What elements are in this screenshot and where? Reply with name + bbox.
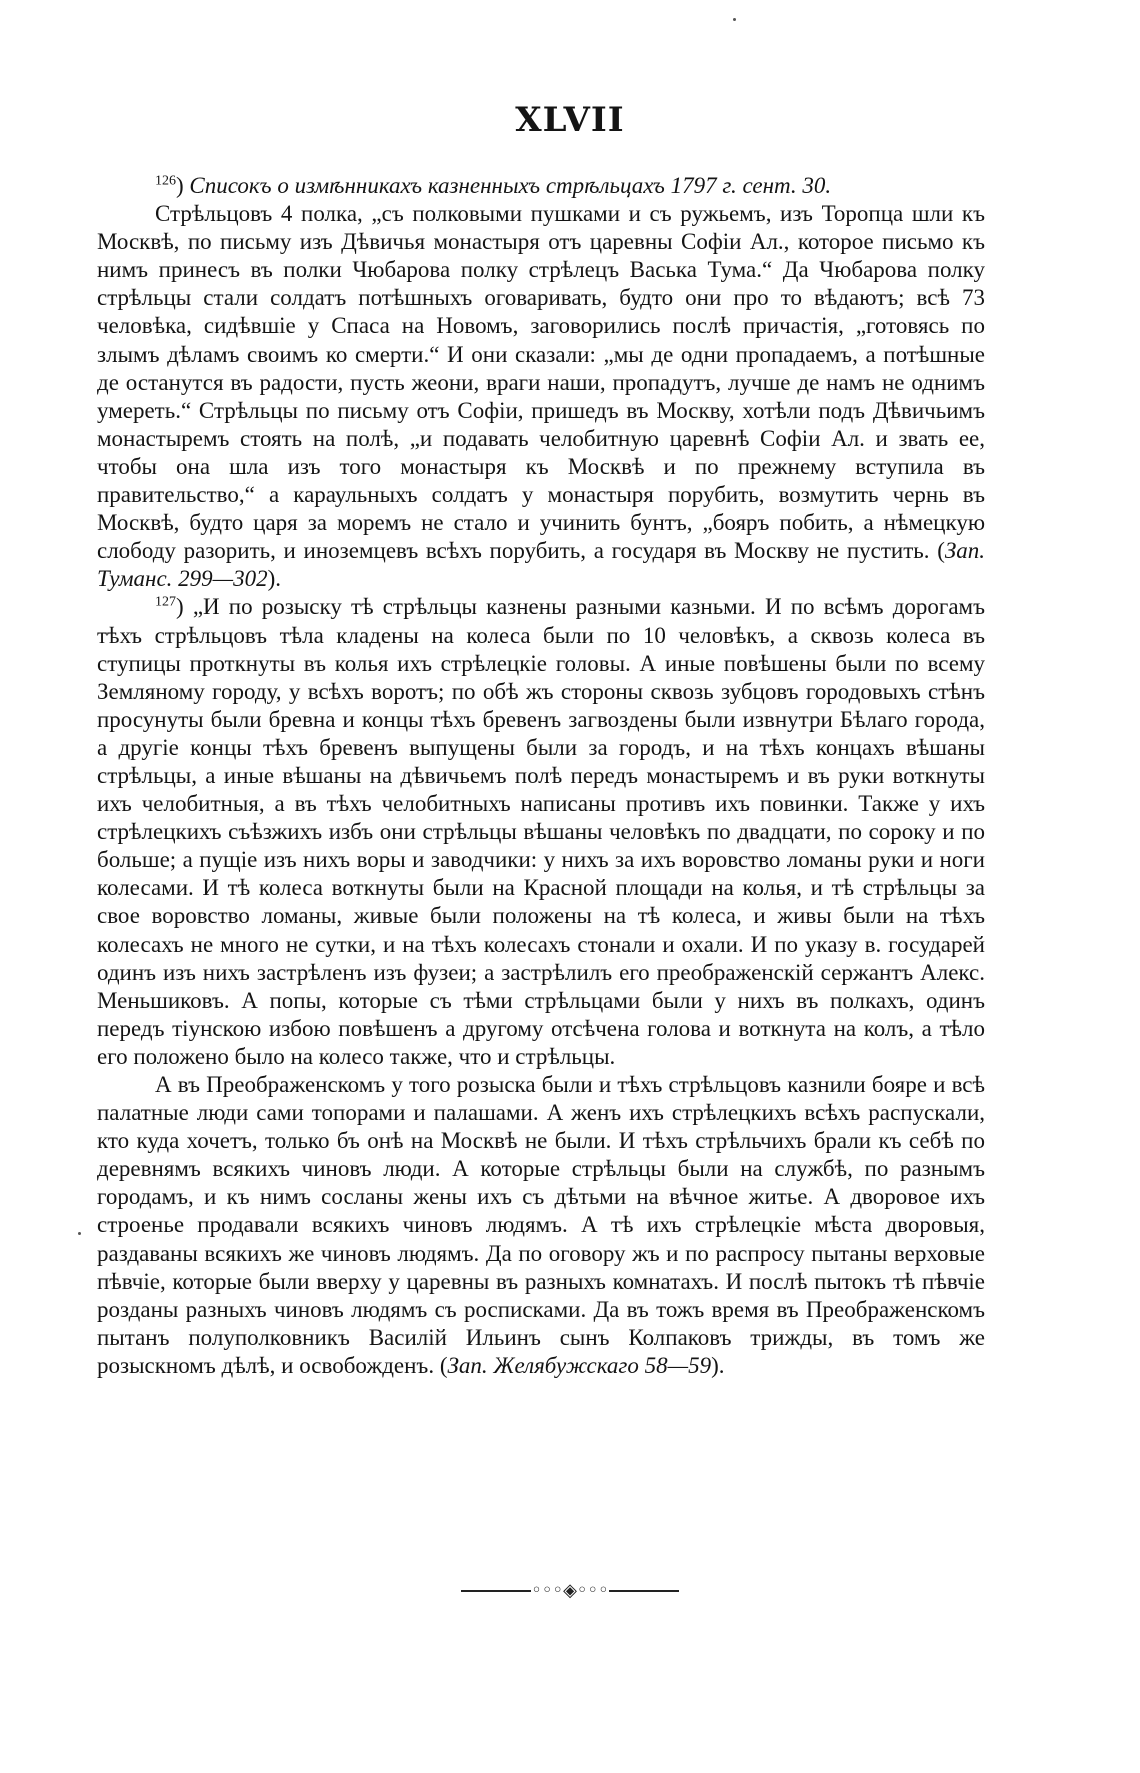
footnote-126-heading bbox=[97, 172, 985, 200]
source-citation: Зап. Туманс. 299—302 bbox=[97, 538, 985, 592]
footnote-number: 127 bbox=[155, 594, 176, 610]
paragraph-text: Стрѣльцовъ 4 полка, „съ полковыми пушками и съ ружьемъ, изъ Торопца шли къ Москвѣ, по письму изъ Дѣвичья монастыря отъ царевны Софіи Ал., которое письмо къ нимъ принесъ въ полки Чюбарова полку стрѣлецъ Васька Тума.“ Да Чюбарова полку стрѣльцы стали солдатъ потѣшныхъ оговаривать, будто они про то вѣдаютъ; всѣ 73 человѣка, сидѣвшіе у Спаса на Новомъ, заговорились послѣ причастія, „готовясь по злымъ дѣламъ своимъ ко смерти.“ И они сказали: „мы де одни пропадаемъ, а потѣшные де останутся въ радости, пусть жеони, враги наши, пропадутъ, лучше де намъ не однимъ умереть.“ Стрѣльцы по письму отъ Софіи, пришедъ въ Москву, хотѣли подъ Дѣвичьимъ монастыремъ стоять на полѣ, „и подавать челобитную царевнѣ Софіи Ал. и звать ее, чтобы она шла изъ того монастыря къ Москвѣ и по прежнему вступила въ правительство,“ а караульныхъ солдатъ у монастыря порубить, возмутить чернь въ Москвѣ, будто царя за моремъ не стало и учинить бунтъ, „бояръ побить, а нѣмецкую слободу разорить, и иноземцевъ всѣхъ порубить, а государя въ Москву не пустить. ( bbox=[97, 201, 985, 564]
ornament-line-left bbox=[461, 1590, 531, 1592]
footnote-127-paragraph bbox=[97, 593, 985, 1071]
paragraph-preobrazhenskoe bbox=[97, 1071, 985, 1380]
scan-speck bbox=[78, 1232, 81, 1235]
footnote-paren: ) bbox=[176, 594, 184, 620]
scan-speck bbox=[733, 18, 736, 21]
ornament-glyph: ◦◦◦◈◦◦◦ bbox=[531, 1580, 609, 1601]
ornament-line-right bbox=[609, 1590, 679, 1592]
paragraph-text: „И по розыску тѣ стрѣльцы казнены разными казньми. И по всѣмъ дорогамъ тѣхъ стрѣльцовъ тѣла кладены на колеса были по 10 человѣкъ, а сквозь колеса въ ступицы проткнуты въ колья ихъ стрѣлецкіе головы. А иные повѣшены были по всему Земляному городу, у всѣхъ воротъ; по обѣ жъ стороны сквозь зубцовъ городовыхъ стѣнъ просунуты были бревна и концы тѣхъ бревенъ загвоздены были извнутри Бѣлаго города, а другіе концы тѣхъ бревенъ выпущены были за городъ, и на тѣхъ концахъ вѣшаны стрѣльцы, а иные вѣшаны на дѣвичьемъ полѣ передъ монастыремъ и въ руки воткнуты ихъ челобитныя, а въ тѣхъ челобитныхъ написаны противъ ихъ повинки. Также у ихъ стрѣлецкихъ съѣзжихъ избъ они стрѣльцы вѣшаны человѣкъ по двадцати, по сороку и по больше; а пущіе изъ нихъ воры и заводчики: у нихъ за ихъ воровство ломаны руки и ноги колесами. И тѣ колеса воткнуты были на Красной площади на колья, и тѣ стрѣльцы за свое воровство ломаны, живые были положены на тѣ колеса, и живы были на тѣхъ колесахъ не много не сутки, и на тѣхъ колесахъ стонали и охали. И по указу в. государей одинъ изъ нихъ застрѣленъ изъ фузеи; а застрѣлилъ его преображенскій сержантъ Алекс. Меньшиковъ. А попы, которые съ тѣми стрѣльцами были у нихъ въ полкахъ, одинъ передъ тіунскою избою повѣшенъ а другому отсѣчена голова и воткнута на колъ, а тѣло его положено было на колесо также, что и стрѣльцы. bbox=[97, 594, 985, 1069]
paragraph-streltsy-letter bbox=[97, 200, 985, 593]
citation-close: ). bbox=[711, 1352, 725, 1378]
main-text bbox=[97, 172, 985, 1380]
footnote-paren: ) bbox=[176, 173, 184, 198]
paragraph-text: А въ Преображенскомъ у того розыска были и тѣхъ стрѣльцовъ казнили бояре и всѣ палатные люди сами топорами и палашами. А женъ ихъ стрѣлецкихъ всѣхъ распускали, кто куда хочетъ, только бъ онѣ на Москвѣ не были. И тѣхъ стрѣльчихъ брали къ себѣ по деревнямъ всякихъ чиновъ люди. А которые стрѣльцы были на службѣ, по разнымъ городамъ, и къ нимъ сосланы жены ихъ съ дѣтьми на вѣчное житье. А дворовое ихъ строенье продавали всякихъ чиновъ людямъ. А тѣ ихъ стрѣлецкіе мѣста дворовыя, раздаваны всякихъ же чиновъ людямъ. Да по оговору жъ и по распросу пытаны верховые пѣвчіе, которые были вверху у царевны въ разныхъ комнатахъ. И послѣ пытокъ тѣ пѣвчіе розданы разныхъ чиновъ людямъ съ росписками. Да въ тожъ время въ Преображенскомъ пытанъ полуполковникъ Василій Ильинъ сынъ Колпаковъ трижды, въ томъ же розыскномъ дѣлѣ, и освобожденъ. ( bbox=[97, 1072, 985, 1378]
footnote-number: 126 bbox=[155, 173, 176, 189]
source-citation: Зап. Желябужскаго 58—59 bbox=[447, 1352, 712, 1378]
footnote-title: Списокъ о измѣнникахъ казненныхъ стрѣльцахъ 1797 г. сент. 30. bbox=[189, 173, 832, 198]
page-number-roman: XLVII bbox=[515, 100, 625, 140]
end-ornament bbox=[0, 1580, 1140, 1601]
citation-close: ). bbox=[267, 566, 282, 592]
